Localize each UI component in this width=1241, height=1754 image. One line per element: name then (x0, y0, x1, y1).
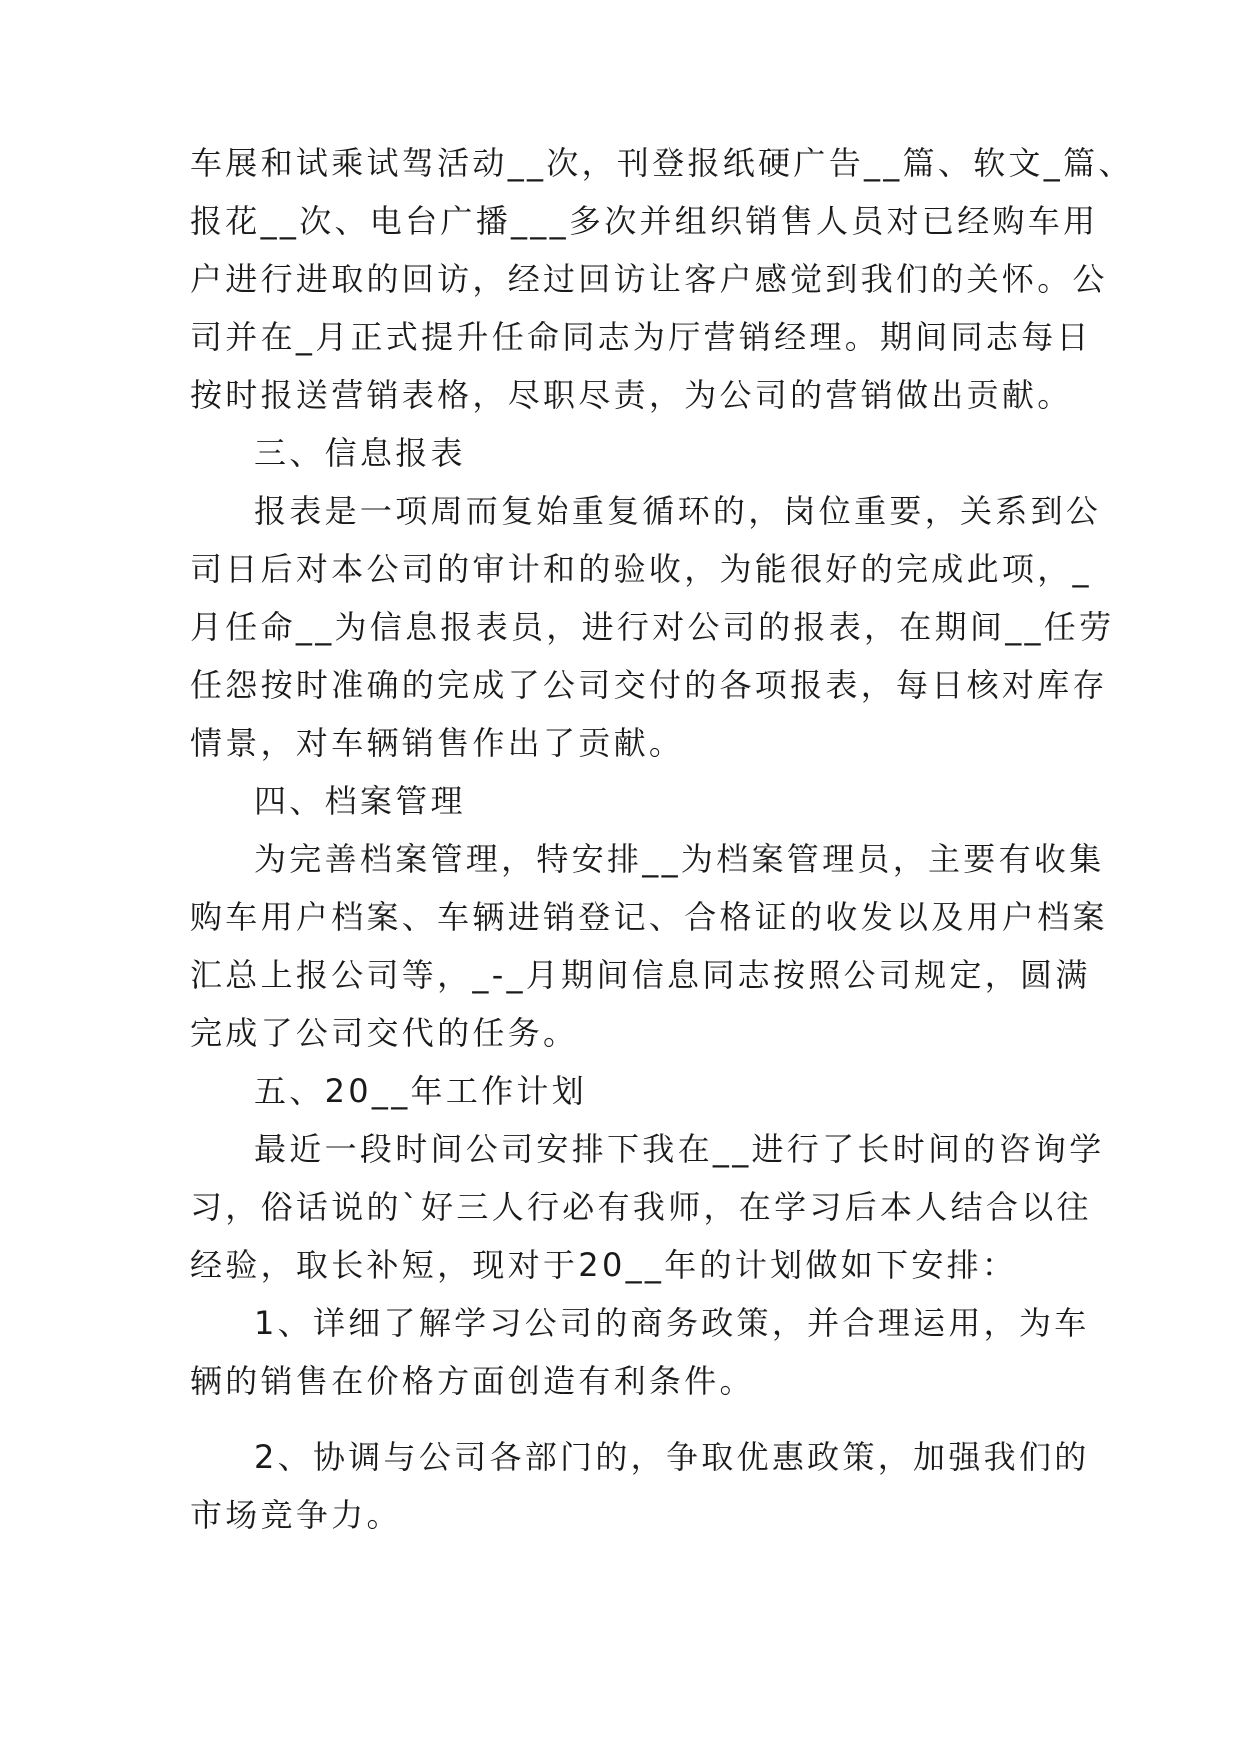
paragraph-line: 月任命__为信息报表员，进行对公司的报表，在期间__任劳 (190, 608, 1115, 646)
section-heading: 五、20__年工作计划 (254, 1072, 588, 1110)
paragraph-line: 购车用户档案、车辆进销登记、合格证的收发以及用户档案 (190, 898, 1108, 936)
paragraph-line: 汇总上报公司等，_-_月期间信息同志按照公司规定，圆满 (190, 956, 1091, 994)
paragraph-line: 报表是一项周而复始重复循环的，岗位重要，关系到公 (254, 492, 1102, 530)
paragraph-line: 车展和试乘试驾活动__次，刊登报纸硬广告__篇、软文_篇、 (190, 144, 1134, 182)
paragraph-line: 市场竞争力。 (190, 1496, 402, 1534)
paragraph-line: 最近一段时间公司安排下我在__进行了长时间的咨询学 (254, 1130, 1105, 1168)
paragraph-line: 报花__次、电台广播___多次并组织销售人员对已经购车用 (190, 202, 1099, 240)
section-heading: 四、档案管理 (254, 782, 466, 820)
paragraph-line: 为完善档案管理，特安排__为档案管理员，主要有收集 (254, 840, 1105, 878)
paragraph-line: 司日后对本公司的审计和的验收，为能很好的完成此项，_ (190, 550, 1092, 588)
section-heading: 三、信息报表 (254, 434, 466, 472)
paragraph-line: 按时报送营销表格，尽职尽责，为公司的营销做出贡献。 (190, 376, 1073, 414)
paragraph-line: 户进行进取的回访，经过回访让客户感觉到我们的关怀。公 (190, 260, 1108, 298)
list-item: 1、详细了解学习公司的商务政策，并合理运用，为车 (254, 1304, 1090, 1342)
list-item: 2、协调与公司各部门的，争取优惠政策，加强我们的 (254, 1438, 1090, 1476)
paragraph-line: 完成了公司交代的任务。 (190, 1014, 579, 1052)
paragraph-line: 习，俗话说的`好三人行必有我师，在学习后本人结合以往 (190, 1188, 1092, 1226)
paragraph-line: 经验，取长补短，现对于20__年的计划做如下安排： (190, 1246, 1018, 1284)
paragraph-line: 司并在_月正式提升任命同志为厅营销经理。期间同志每日 (190, 318, 1092, 356)
paragraph-line: 辆的销售在价格方面创造有利条件。 (190, 1362, 755, 1400)
paragraph-line: 情景，对车辆销售作出了贡献。 (190, 724, 685, 762)
paragraph-line: 任怨按时准确的完成了公司交付的各项报表，每日核对库存 (190, 666, 1108, 704)
